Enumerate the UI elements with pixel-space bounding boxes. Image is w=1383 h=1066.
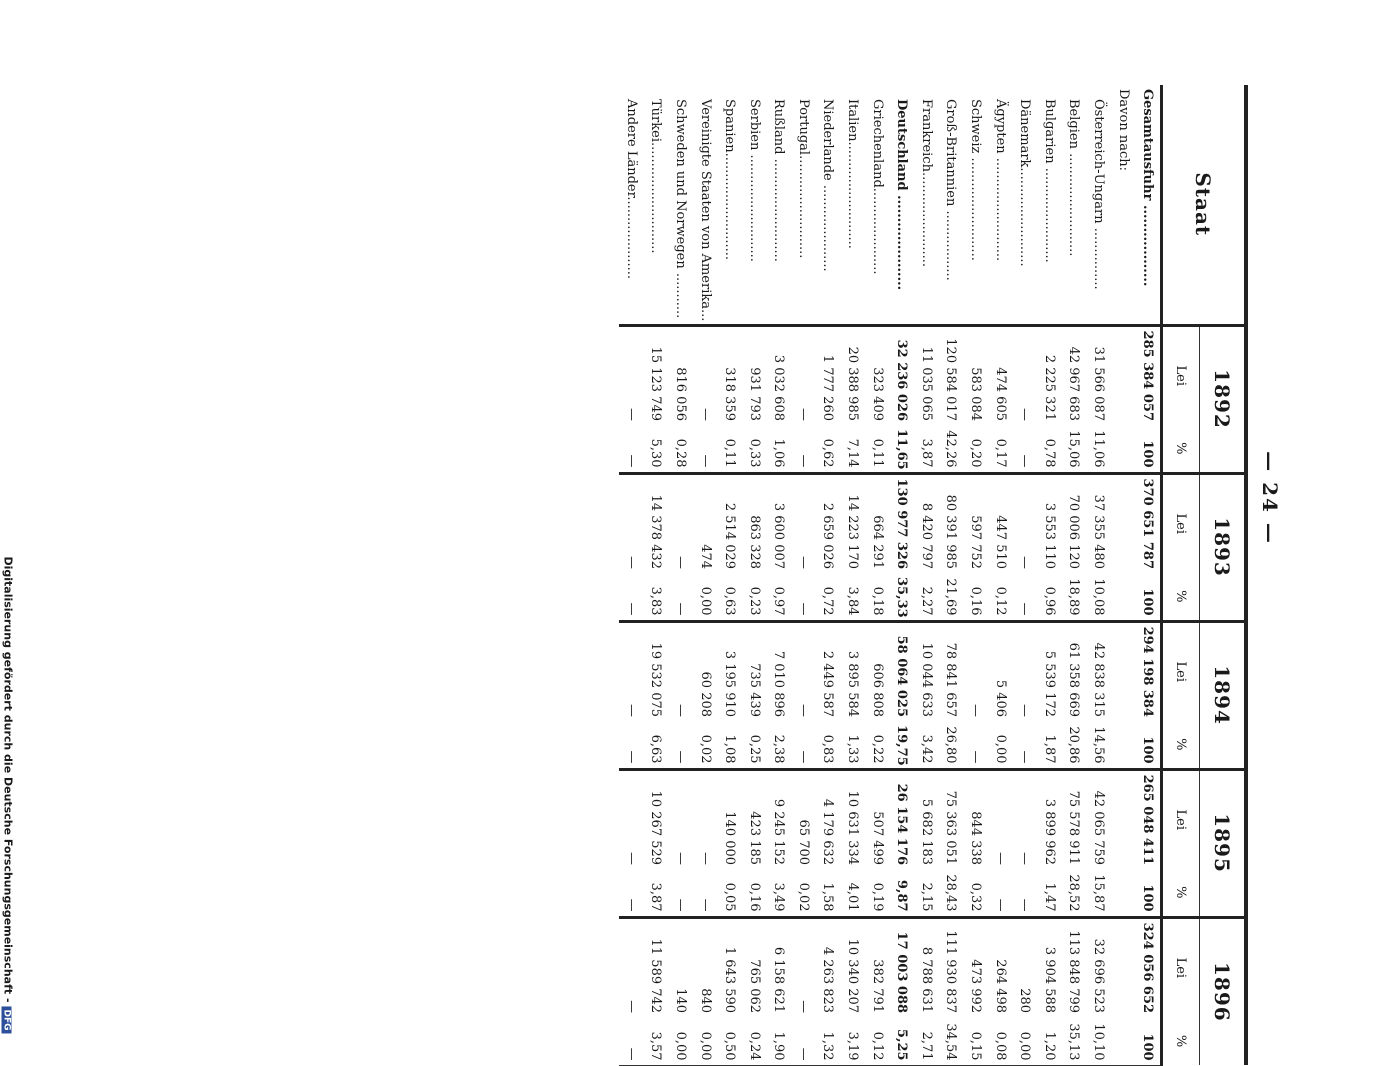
cell-value-lei: —	[619, 769, 644, 869]
cell-value-lei: —	[988, 769, 1013, 869]
cell-value-percent: 19,75	[889, 721, 914, 769]
table-row	[693, 85, 718, 1065]
row-country-name: Spanien..........................	[717, 85, 742, 325]
cell-value-percent: —	[791, 573, 816, 621]
cell-value-percent: 2,71	[914, 1017, 939, 1065]
table-row	[1037, 85, 1062, 1065]
row-country-name: Ägypten .........................	[988, 85, 1013, 325]
cell-value-percent: 21,69	[939, 573, 964, 621]
cell-value-lei: 9 245 152	[767, 769, 792, 869]
cell-value-lei: 473 992	[963, 917, 988, 1017]
cell-value-lei: 2 659 026	[816, 473, 841, 573]
cell-value-lei: —	[693, 325, 718, 425]
unit-lei-header: Lei	[1162, 917, 1200, 1017]
cell-value-lei: 42 065 759	[1086, 769, 1111, 869]
cell-value-lei: 14 223 170	[840, 473, 865, 573]
cell-value-percent: 35,33	[889, 573, 914, 621]
cell-value-percent: —	[791, 1017, 816, 1065]
cell-value-lei: 2 225 321	[1037, 325, 1062, 425]
cell-value-lei: 294 198 384	[1135, 621, 1161, 721]
cell-value-lei: —	[791, 621, 816, 721]
cell-value-percent: 0,02	[693, 721, 718, 769]
cell-value-lei: 32 696 523	[1086, 917, 1111, 1017]
cell-value-percent	[1111, 573, 1136, 621]
cell-value-lei: —	[619, 473, 644, 573]
cell-value-percent: 0,23	[742, 573, 767, 621]
cell-value-lei: 324 056 652	[1135, 917, 1161, 1017]
cell-value-percent: 3,87	[914, 425, 939, 473]
year-header: 1895	[1200, 769, 1247, 917]
cell-value-lei: —	[668, 621, 693, 721]
row-country-name: Dänemark........................	[1012, 85, 1037, 325]
cell-value-percent: —	[619, 425, 644, 473]
cell-value-lei: 42 967 683	[1062, 325, 1087, 425]
cell-value-percent: —	[1012, 721, 1037, 769]
cell-value-lei: 583 084	[963, 325, 988, 425]
cell-value-percent: —	[619, 1017, 644, 1065]
cell-value-percent: 0,28	[668, 425, 693, 473]
cell-value-lei: 3 553 110	[1037, 473, 1062, 573]
cell-value-lei: 70 006 120	[1062, 473, 1087, 573]
table-row	[1086, 85, 1111, 1065]
table-row	[816, 85, 841, 1065]
cell-value-percent: 0,32	[963, 869, 988, 917]
cell-value-percent: 3,42	[914, 721, 939, 769]
cell-value-percent: 0,15	[963, 1017, 988, 1065]
cell-value-lei: —	[668, 769, 693, 869]
cell-value-lei: 664 291	[865, 473, 890, 573]
row-country-name: Italien..........................	[840, 85, 865, 325]
unit-percent-header: %	[1162, 721, 1200, 769]
cell-value-lei: 61 358 669	[1062, 621, 1087, 721]
cell-value-percent: 0,11	[865, 425, 890, 473]
cell-value-percent: 15,06	[1062, 425, 1087, 473]
cell-value-percent: 0,63	[717, 573, 742, 621]
cell-value-percent: —	[693, 425, 718, 473]
cell-value-percent: 0,16	[742, 869, 767, 917]
cell-value-percent: 2,27	[914, 573, 939, 621]
row-country-name: Gesamtausfuhr ..................	[1135, 85, 1161, 325]
row-country-name: Deutschland .....................	[889, 85, 914, 325]
table-row	[717, 85, 742, 1065]
export-table	[619, 85, 1248, 1066]
cell-value-percent: 10,08	[1086, 573, 1111, 621]
cell-value-lei: —	[1012, 325, 1037, 425]
cell-value-lei: 8 420 797	[914, 473, 939, 573]
cell-value-lei: 15 123 749	[644, 325, 669, 425]
cell-value-percent: 1,47	[1037, 869, 1062, 917]
table-row	[865, 85, 890, 1065]
cell-value-percent: 11,06	[1086, 425, 1111, 473]
cell-value-lei: 280	[1012, 917, 1037, 1017]
footer-text: Digitalisierung gefördert durch die Deutsche Forschungsgemeinschaft -	[1, 556, 15, 1003]
cell-value-lei: —	[1012, 473, 1037, 573]
cell-value-percent: —	[619, 721, 644, 769]
cell-value-percent: —	[963, 721, 988, 769]
cell-value-percent: 0,05	[717, 869, 742, 917]
cell-value-percent: 0,62	[816, 425, 841, 473]
cell-value-percent: 100	[1135, 573, 1161, 621]
table-row	[1111, 85, 1136, 1065]
cell-value-percent: 0,25	[742, 721, 767, 769]
cell-value-percent: 7,14	[840, 425, 865, 473]
cell-value-percent: 5,25	[889, 1017, 914, 1065]
row-country-name: Groß-Britannien .................	[939, 85, 964, 325]
cell-value-percent: 1,90	[767, 1017, 792, 1065]
cell-value-percent: 3,83	[644, 573, 669, 621]
table-row	[914, 85, 939, 1065]
cell-value-lei: 3 600 007	[767, 473, 792, 573]
cell-value-percent: —	[1012, 425, 1037, 473]
row-country-name: Belgien .........................	[1062, 85, 1087, 325]
cell-value-lei: 3 032 608	[767, 325, 792, 425]
cell-value-percent: 1,32	[816, 1017, 841, 1065]
page-number: — 24 —	[1258, 451, 1282, 545]
row-country-name: Niederlande .....................	[816, 85, 841, 325]
cell-value-percent: —	[668, 869, 693, 917]
cell-value-lei: 31 566 087	[1086, 325, 1111, 425]
cell-value-lei: 65 700	[791, 769, 816, 869]
cell-value-percent: 2,15	[914, 869, 939, 917]
cell-value-percent: 14,56	[1086, 721, 1111, 769]
cell-value-percent: 0,16	[963, 573, 988, 621]
cell-value-lei: 5 406	[988, 621, 1013, 721]
cell-value-lei: 7 010 896	[767, 621, 792, 721]
cell-value-lei: —	[619, 325, 644, 425]
cell-value-percent: —	[791, 721, 816, 769]
cell-value-percent: 1,06	[767, 425, 792, 473]
cell-value-percent: 34,54	[939, 1017, 964, 1065]
cell-value-lei: 323 409	[865, 325, 890, 425]
cell-value-lei: —	[693, 769, 718, 869]
cell-value-percent: 0,00	[693, 573, 718, 621]
table-row	[619, 85, 644, 1065]
cell-value-lei: 11 589 742	[644, 917, 669, 1017]
cell-value-lei: 4 263 823	[816, 917, 841, 1017]
cell-value-lei: 120 584 017	[939, 325, 964, 425]
unit-percent-header: %	[1162, 573, 1200, 621]
row-country-name: Griechenland.....................	[865, 85, 890, 325]
cell-value-lei: 507 499	[865, 769, 890, 869]
row-country-name: Frankreich.......................	[914, 85, 939, 325]
table-row	[1062, 85, 1087, 1065]
cell-value-percent: 0,19	[865, 869, 890, 917]
unit-percent-header: %	[1162, 1017, 1200, 1065]
cell-value-percent: 28,43	[939, 869, 964, 917]
cell-value-percent: 0,17	[988, 425, 1013, 473]
cell-value-lei: 474 605	[988, 325, 1013, 425]
cell-value-lei: 285 384 057	[1135, 325, 1161, 425]
table-row	[1135, 85, 1161, 1065]
cell-value-lei: —	[963, 621, 988, 721]
unit-lei-header: Lei	[1162, 621, 1200, 721]
cell-value-percent: 100	[1135, 721, 1161, 769]
row-country-name: Davon nach:	[1111, 85, 1136, 325]
cell-value-lei: 140 000	[717, 769, 742, 869]
cell-value-percent: 100	[1135, 869, 1161, 917]
cell-value-percent: 0,02	[791, 869, 816, 917]
dfg-logo: DFG	[2, 1007, 12, 1034]
table-row	[889, 85, 914, 1065]
cell-value-lei: 37 355 480	[1086, 473, 1111, 573]
cell-value-lei: 264 498	[988, 917, 1013, 1017]
cell-value-lei: 735 439	[742, 621, 767, 721]
table-row	[840, 85, 865, 1065]
cell-value-percent: 20,86	[1062, 721, 1087, 769]
cell-value-percent: 0,83	[816, 721, 841, 769]
cell-value-lei: —	[619, 917, 644, 1017]
cell-value-percent: 1,58	[816, 869, 841, 917]
cell-value-lei: 3 895 584	[840, 621, 865, 721]
cell-value-lei: 318 359	[717, 325, 742, 425]
cell-value-percent: 3,19	[840, 1017, 865, 1065]
cell-value-percent	[1111, 869, 1136, 917]
row-country-name: Bulgarien .......................	[1037, 85, 1062, 325]
cell-value-lei: 3 904 588	[1037, 917, 1062, 1017]
cell-value-percent: 0,97	[767, 573, 792, 621]
row-country-name: Vereinigte Staaten von Amerika...	[693, 85, 718, 325]
cell-value-percent: 6,63	[644, 721, 669, 769]
cell-value-percent: 0,24	[742, 1017, 767, 1065]
cell-value-percent: —	[668, 573, 693, 621]
table-row	[742, 85, 767, 1065]
cell-value-lei: 60 208	[693, 621, 718, 721]
cell-value-lei: 75 363 051	[939, 769, 964, 869]
cell-value-percent: 26,80	[939, 721, 964, 769]
year-header: 1896	[1200, 917, 1247, 1065]
cell-value-lei: 14 378 432	[644, 473, 669, 573]
cell-value-lei: 474	[693, 473, 718, 573]
row-country-name: Türkei...........................	[644, 85, 669, 325]
cell-value-lei: 111 930 837	[939, 917, 964, 1017]
cell-value-lei: 863 328	[742, 473, 767, 573]
row-country-name: Österreich-Ungarn ...............	[1086, 85, 1111, 325]
cell-value-percent: 0,11	[717, 425, 742, 473]
unit-percent-header: %	[1162, 869, 1200, 917]
row-country-name: Schweden und Norwegen ...........	[668, 85, 693, 325]
cell-value-lei: 4 179 632	[816, 769, 841, 869]
cell-value-percent: 0,72	[816, 573, 841, 621]
cell-value-percent: 1,20	[1037, 1017, 1062, 1065]
year-header: 1893	[1200, 473, 1247, 621]
cell-value-percent: 100	[1135, 425, 1161, 473]
cell-value-lei: —	[791, 473, 816, 573]
cell-value-percent: 0,50	[717, 1017, 742, 1065]
year-header: 1892	[1200, 325, 1247, 473]
cell-value-lei: 113 848 799	[1062, 917, 1087, 1017]
cell-value-lei: 75 578 911	[1062, 769, 1087, 869]
unit-lei-header: Lei	[1162, 325, 1200, 425]
cell-value-percent: 0,78	[1037, 425, 1062, 473]
cell-value-lei: 423 185	[742, 769, 767, 869]
table-row	[767, 85, 792, 1065]
cell-value-lei: 10 044 633	[914, 621, 939, 721]
cell-value-percent: 42,26	[939, 425, 964, 473]
cell-value-lei: —	[1012, 621, 1037, 721]
cell-value-lei: 765 062	[742, 917, 767, 1017]
cell-value-percent: 10,10	[1086, 1017, 1111, 1065]
cell-value-lei: 17 003 088	[889, 917, 914, 1017]
cell-value-percent	[1111, 1017, 1136, 1065]
cell-value-percent	[1111, 721, 1136, 769]
cell-value-lei: 5 539 172	[1037, 621, 1062, 721]
row-country-name: Serbien ..........................	[742, 85, 767, 325]
cell-value-percent: 0,33	[742, 425, 767, 473]
cell-value-percent: 1,87	[1037, 721, 1062, 769]
cell-value-lei: 26 154 176	[889, 769, 914, 869]
cell-value-lei	[1111, 769, 1136, 869]
cell-value-percent: 3,84	[840, 573, 865, 621]
cell-value-lei: 32 236 026	[889, 325, 914, 425]
cell-value-percent: 0,00	[693, 1017, 718, 1065]
cell-value-lei: 130 977 326	[889, 473, 914, 573]
cell-value-percent	[1111, 425, 1136, 473]
cell-value-lei: 265 048 411	[1135, 769, 1161, 869]
cell-value-lei: 20 388 985	[840, 325, 865, 425]
cell-value-lei: 58 064 025	[889, 621, 914, 721]
cell-value-percent: 0,12	[988, 573, 1013, 621]
cell-value-lei: —	[1012, 769, 1037, 869]
table-row	[963, 85, 988, 1065]
cell-value-lei: 840	[693, 917, 718, 1017]
cell-value-percent: 0,00	[988, 721, 1013, 769]
cell-value-lei: 11 035 065	[914, 325, 939, 425]
cell-value-lei: 597 752	[963, 473, 988, 573]
cell-value-percent: 0,08	[988, 1017, 1013, 1065]
cell-value-lei: 1 643 590	[717, 917, 742, 1017]
row-country-name: Andere Länder....................	[619, 85, 644, 325]
table-row	[644, 85, 669, 1065]
row-country-name: Schweiz .........................	[963, 85, 988, 325]
cell-value-lei: 80 391 985	[939, 473, 964, 573]
cell-value-percent: —	[1012, 573, 1037, 621]
cell-value-percent: 0,18	[865, 573, 890, 621]
cell-value-lei: 370 651 787	[1135, 473, 1161, 573]
year-header: 1894	[1200, 621, 1247, 769]
state-column-header: Staat	[1162, 85, 1247, 325]
cell-value-percent: 9,87	[889, 869, 914, 917]
cell-value-percent: —	[619, 869, 644, 917]
cell-value-percent: 5,30	[644, 425, 669, 473]
cell-value-lei: 8 788 631	[914, 917, 939, 1017]
cell-value-lei: 6 158 621	[767, 917, 792, 1017]
unit-lei-header: Lei	[1162, 769, 1200, 869]
cell-value-lei: 844 338	[963, 769, 988, 869]
unit-lei-header: Lei	[1162, 473, 1200, 573]
cell-value-percent: 3,57	[644, 1017, 669, 1065]
cell-value-lei: 42 838 315	[1086, 621, 1111, 721]
cell-value-percent: —	[1012, 869, 1037, 917]
cell-value-lei: 816 056	[668, 325, 693, 425]
cell-value-lei: 1 777 260	[816, 325, 841, 425]
cell-value-lei: 931 793	[742, 325, 767, 425]
cell-value-lei: —	[791, 325, 816, 425]
cell-value-lei: —	[668, 473, 693, 573]
cell-value-percent: 0,20	[963, 425, 988, 473]
cell-value-lei: 2 514 029	[717, 473, 742, 573]
table-row	[988, 85, 1013, 1065]
cell-value-lei: 5 682 183	[914, 769, 939, 869]
cell-value-lei: —	[619, 621, 644, 721]
table-row	[939, 85, 964, 1065]
cell-value-percent: 1,08	[717, 721, 742, 769]
cell-value-percent: 11,65	[889, 425, 914, 473]
cell-value-lei	[1111, 473, 1136, 573]
cell-value-percent: —	[619, 573, 644, 621]
cell-value-lei: 19 532 075	[644, 621, 669, 721]
row-country-name: Portugal.........................	[791, 85, 816, 325]
cell-value-percent: 0,22	[865, 721, 890, 769]
cell-value-percent: 28,52	[1062, 869, 1087, 917]
cell-value-lei	[1111, 917, 1136, 1017]
cell-value-percent: —	[791, 425, 816, 473]
table-row	[668, 85, 693, 1065]
cell-value-percent: 3,87	[644, 869, 669, 917]
cell-value-percent: 0,00	[1012, 1017, 1037, 1065]
cell-value-lei: —	[791, 917, 816, 1017]
cell-value-percent: 15,87	[1086, 869, 1111, 917]
cell-value-lei: 10 340 207	[840, 917, 865, 1017]
cell-value-percent: 35,13	[1062, 1017, 1087, 1065]
cell-value-percent: 100	[1135, 1017, 1161, 1065]
cell-value-percent: —	[668, 721, 693, 769]
cell-value-lei: 3 195 910	[717, 621, 742, 721]
cell-value-lei: 382 791	[865, 917, 890, 1017]
cell-value-percent: 1,33	[840, 721, 865, 769]
cell-value-lei: 140	[668, 917, 693, 1017]
cell-value-lei: 3 899 962	[1037, 769, 1062, 869]
cell-value-lei: 10 267 529	[644, 769, 669, 869]
cell-value-lei	[1111, 325, 1136, 425]
cell-value-percent: 0,12	[865, 1017, 890, 1065]
cell-value-lei: 2 449 587	[816, 621, 841, 721]
cell-value-percent: 2,38	[767, 721, 792, 769]
cell-value-percent: —	[988, 869, 1013, 917]
cell-value-percent: —	[693, 869, 718, 917]
cell-value-lei	[1111, 621, 1136, 721]
cell-value-lei: 10 631 334	[840, 769, 865, 869]
cell-value-lei: 447 510	[988, 473, 1013, 573]
cell-value-percent: 18,89	[1062, 573, 1087, 621]
cell-value-percent: 4,01	[840, 869, 865, 917]
row-country-name: Rußland .........................	[767, 85, 792, 325]
table-row	[791, 85, 816, 1065]
table-row	[1012, 85, 1037, 1065]
cell-value-percent: 0,96	[1037, 573, 1062, 621]
cell-value-percent: 3,49	[767, 869, 792, 917]
cell-value-lei: 78 841 657	[939, 621, 964, 721]
cell-value-percent: 0,00	[668, 1017, 693, 1065]
unit-percent-header: %	[1162, 425, 1200, 473]
cell-value-lei: 606 808	[865, 621, 890, 721]
